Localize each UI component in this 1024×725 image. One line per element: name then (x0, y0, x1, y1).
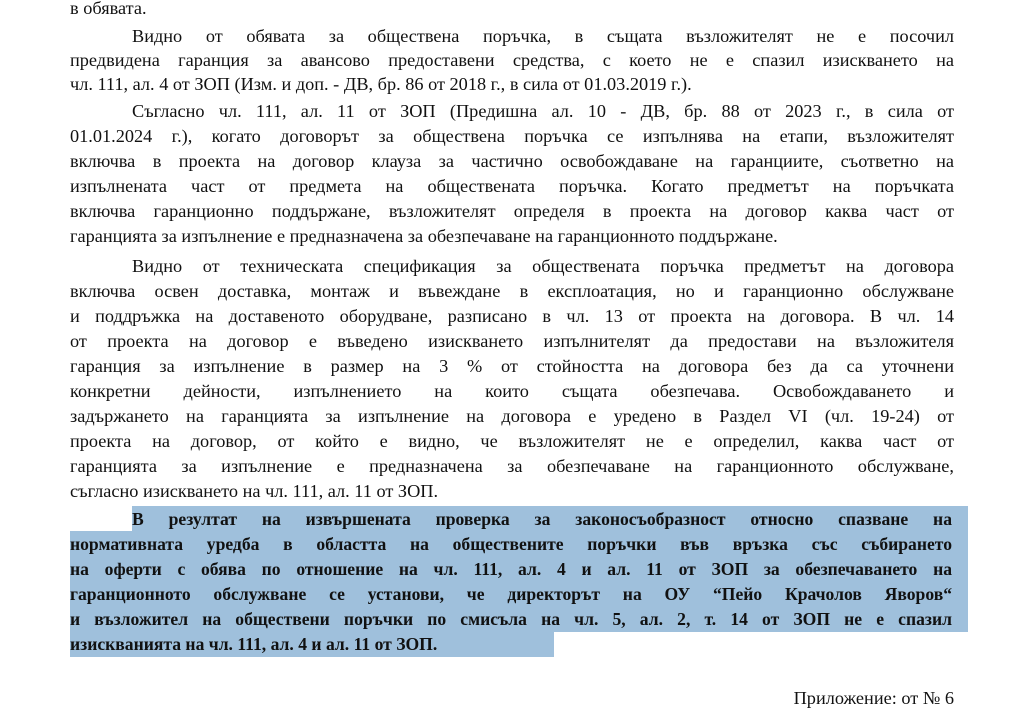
text-line-12: включва освен доставка, монтаж и въвеждане в експлоатация, но и гаранционно обслужване (70, 281, 954, 301)
conclusion-line-6: изискванията на чл. 111, ал. 4 и ал. 11 от ЗОП. (70, 634, 438, 654)
text-line-4: чл. 111, ал. 4 от ЗОП (Изм. и доп. - ДВ, бр. 86 от 2018 г., в сила от 01.03.2019 г.). (70, 74, 692, 94)
text-line-18: проекта на договор, от който е видно, че възложителят не е определил, каква част от (70, 431, 954, 451)
text-line-7: включва в проекта на договор клауза за частично освобождаване на гаранциите, съответно на (70, 151, 954, 171)
text-line-5: Съгласно чл. 111, ал. 11 от ЗОП (Предишна ал. 10 - ДВ, бр. 88 от 2023 г., в сила от (132, 101, 954, 121)
attachment-note: Приложение: от № 6 (793, 688, 954, 708)
text-line-11: Видно от техническата спецификация за обществената поръчка предметът на договора (132, 256, 954, 276)
text-line-3: предвидена гаранция за авансово предоставени средства, с което не е спазил изискването на (70, 50, 954, 70)
text-line-2: Видно от обявата за обществена поръчка, в същата възложителят не е посочил (132, 26, 954, 46)
conclusion-line-1: В резултат на извършената проверка за законосъобразност относно спазване на (132, 509, 952, 529)
text-line-13: и поддръжка на доставеното оборудване, разписано в чл. 13 от проекта на договора. В чл. 14 (70, 306, 954, 326)
text-line-10: гаранцията за изпълнение е предназначена за обезпечаване на гаранционното поддържане. (70, 226, 778, 246)
text-line-16: конкретни дейности, изпълнението на които същата обезпечава. Освобождаването и (70, 381, 954, 401)
conclusion-line-2: нормативната уредба в областта на обществените поръчки във връзка със събирането (70, 534, 952, 554)
text-line-6: 01.01.2024 г.), когато договорът за обществена поръчка се изпълнява на етапи, възложителят (70, 126, 954, 146)
text-line-1: в обявата. (70, 0, 147, 18)
text-line-15: гаранция за изпълнение в размер на 3 % от стойността на договора без да са уточнени (70, 356, 954, 376)
conclusion-line-5: и възложител на обществени поръчки по смисъла на чл. 5, ал. 2, т. 14 от ЗОП не е спазил (70, 609, 952, 629)
text-line-17: задържането на гаранцията за изпълнение на договора е уредено в Раздел VI (чл. 19-24) от (70, 406, 954, 426)
text-line-9: включва гаранционно поддържане, възложителят определя в проекта на договор каква част от (70, 201, 954, 221)
text-line-14: от проекта на договор е въведено изискването изпълнителят да предостави на възложителя (70, 331, 954, 351)
conclusion-line-3: на оферти с обява по отношение на чл. 111, ал. 4 и ал. 11 от ЗОП за обезпечаването на (70, 559, 952, 579)
text-line-8: изпълнената част от предмета на обществената поръчка. Когато предметът на поръчката (70, 176, 954, 196)
conclusion-line-4: гаранционното обслужване се установи, че директорът на ОУ “Пейо Крачолов Яворов“ (70, 584, 952, 604)
text-line-20: съгласно изискването на чл. 111, ал. 11 от ЗОП. (70, 481, 439, 501)
text-line-19: гаранцията за изпълнение е предназначена за обезпечаване на гаранционното обслужване, (70, 456, 954, 476)
